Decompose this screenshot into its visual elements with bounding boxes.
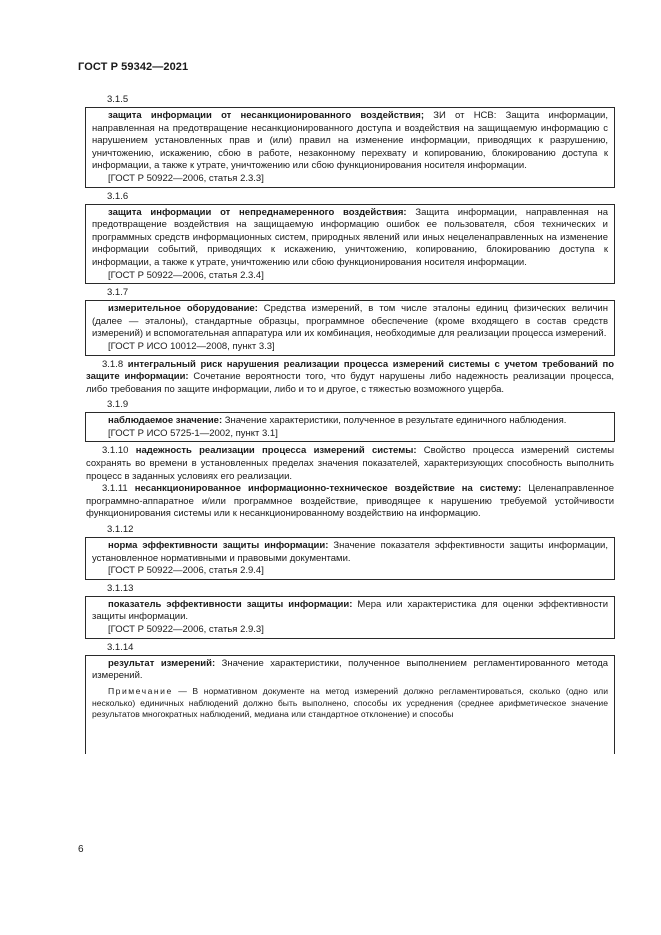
source-reference: [ГОСТ Р 50922—2006, статья 2.3.4] [108, 269, 264, 281]
entry-number: 3.1.9 [107, 399, 129, 411]
definition-text: Целенаправленное программно-аппаратное и/или программное воздействие, приводящее к нарушению требуемой устойчивости функционирования системы или к несанкционированному воздействию на информацию. [86, 483, 615, 520]
entry-number: 3.1.8 [102, 358, 124, 370]
term: наблюдаемое значение: [108, 415, 223, 427]
note-paragraph [92, 686, 608, 721]
source-reference: [ГОСТ Р ИСО 5725-1—2002, пункт 3.1] [108, 427, 278, 439]
entry-number: 3.1.10 [102, 445, 129, 457]
term: результат измерений: [108, 657, 216, 669]
document-header: ГОСТ Р 59342—2021 [78, 61, 189, 73]
definition-text: Средства измерений, в том числе эталоны единиц физических величин (далее — эталоны), стандартные образцы, программное обеспечение (кроме входящего в состав средств измерений) и вспомогательная аппаратура или их комбинация, необходимые для реализации процесса измерений. [92, 303, 608, 340]
entry-number: 3.1.7 [107, 287, 129, 299]
definition-box [85, 300, 615, 355]
definition-box [85, 655, 615, 754]
definition-text: Защита информации, направленная на предотвращение воздействия на защищаемую информацию ошибок ее пользователя, сбоя технических и программных средств информационных систем, природных явлений или иных нецеленаправленных на изменение информации событий, приводящих к искажению, уничтожению, копированию, блокированию доступа к информации, а также к утрате, уничтожению или сбою функционирования носителя информации. [92, 206, 608, 268]
source-reference: [ГОСТ Р 50922—2006, статья 2.3.3] [108, 172, 264, 184]
definition-box [85, 107, 615, 188]
definition-text: Мера или характеристика для оценки эффективности защиты информации. [92, 598, 608, 623]
definition-paragraph [85, 483, 615, 521]
definition-paragraph [85, 445, 615, 483]
term: показатель эффективности защиты информации: [108, 598, 353, 610]
term: защита информации от непреднамеренного воздействия: [108, 206, 407, 218]
definition-text: Значение характеристики, полученное выполнением регламентированного метода измерений. [92, 657, 609, 682]
definition-box [85, 537, 615, 580]
definition-text: Значение показателя эффективности защиты информации, установленное нормативными и правовыми документами. [92, 540, 608, 564]
entry-number: 3.1.13 [107, 582, 134, 594]
definition-text: Свойство процесса измерений системы сохранять во времени в установленных пределах значения показателей, характеризующих способность выполнить процесс в заданных условиях его реализации. [86, 445, 615, 482]
source-reference: [ГОСТ Р 50922—2006, статья 2.9.4] [108, 565, 264, 577]
entry-number: 3.1.5 [107, 94, 129, 105]
definition-text: Значение характеристики, полученное в результате единичного наблюдения. [222, 415, 567, 427]
note-text: — В нормативном документе на метод измерений должно регламентироваться, сколько (одно или несколько) единичных наблюдений должно быть выполнено, способы их усреднения (среднее арифметическое значение результатов многократных наблюдений, медиана или стандартное отклонение) и способы [92, 685, 608, 720]
definition-box [85, 596, 615, 639]
entry-number: 3.1.6 [107, 190, 129, 202]
page-number: 6 [78, 844, 84, 855]
definition-text: Сочетание вероятности того, что будут нарушены либо надежность реализации процесса, либо требования по защите информации, либо и то и другое, с тяжестью возможного ущерба. [86, 371, 614, 395]
source-reference: [ГОСТ Р 50922—2006, статья 2.9.3] [108, 624, 264, 635]
term: несанкционированное информационно-техническое воздействие на систему: [134, 483, 522, 495]
term: норма эффективности защиты информации: [108, 540, 329, 552]
definition-box [85, 204, 615, 285]
entry-number: 3.1.11 [102, 483, 128, 495]
definition-text: ЗИ от НСВ: Защита информации, направленная на предотвращение несанкционированного доступа и воздействия на защищаемую информацию с нарушением установленных прав и (или) правил на изменение информации, приводящих к разрушению, уничтожению, искажению, сбою в работе, незаконному перехвату и копированию, блокированию доступа к информации, а также к утрате, уничтожению или сбою функционирования носителя информации. [92, 110, 608, 172]
entry-number: 3.1.14 [107, 641, 134, 653]
entry-number: 3.1.12 [107, 524, 134, 536]
definition-box [85, 412, 615, 442]
term: измерительное оборудование: [108, 303, 258, 315]
definition-paragraph [85, 359, 615, 397]
term: защита информации от несанкционированного воздействия; [108, 110, 425, 121]
term: надежность реализации процесса измерений системы: [135, 445, 417, 457]
term: интегральный риск нарушения реализации процесса измерений системы с учетом требований по защите информации: [86, 358, 614, 383]
source-reference: [ГОСТ Р ИСО 10012—2008, пункт 3.3] [108, 340, 275, 352]
document-body [85, 91, 615, 754]
note-label: Примечание [108, 685, 173, 696]
